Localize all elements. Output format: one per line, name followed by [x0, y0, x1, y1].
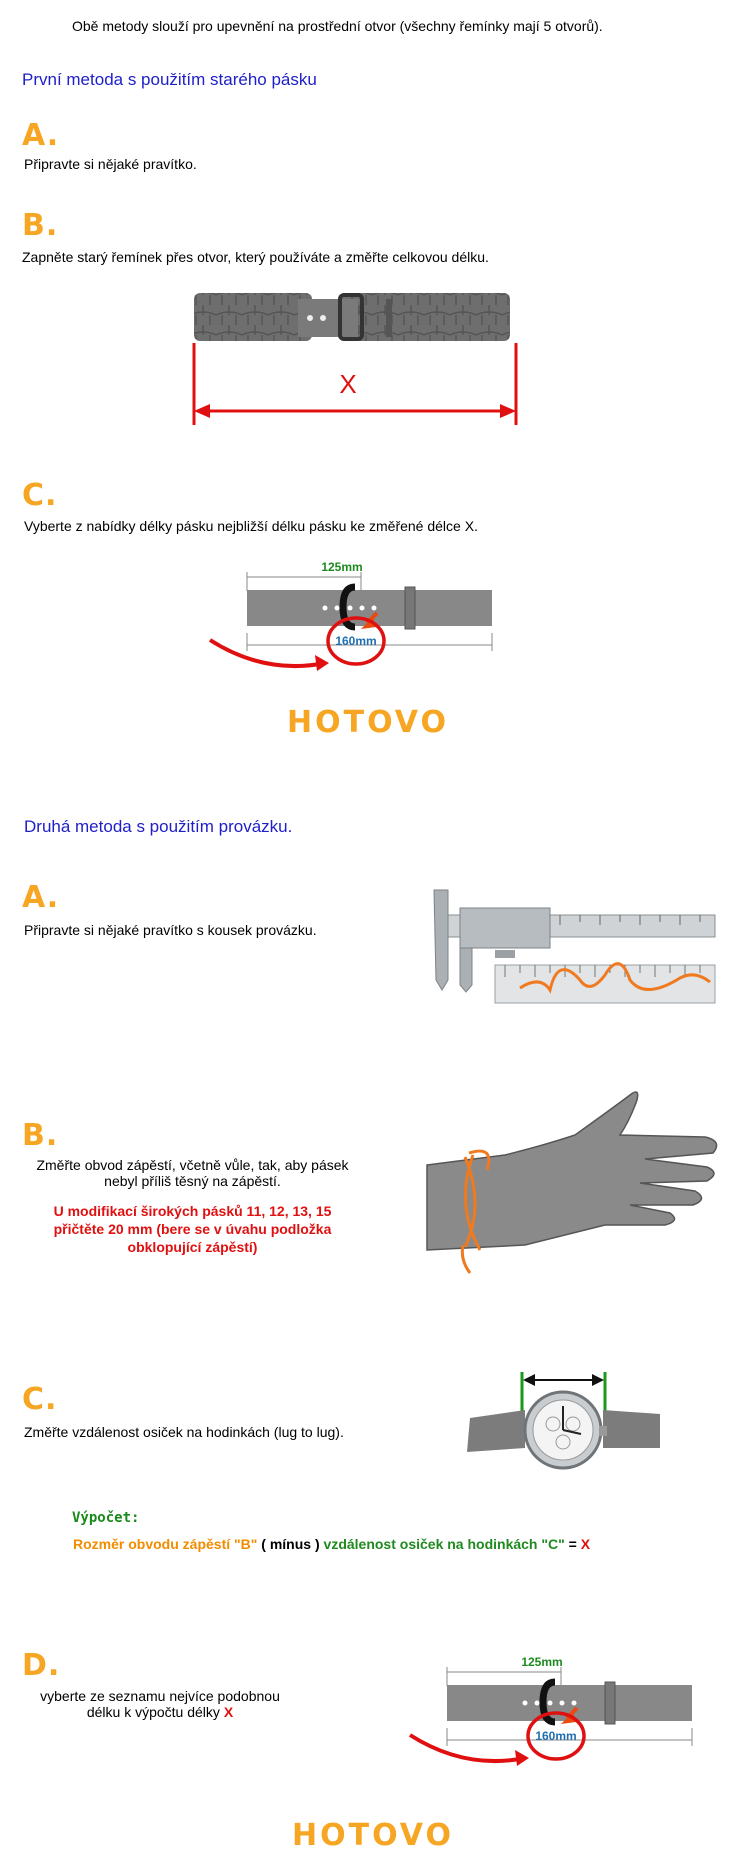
method1-done-label: HOTOVO — [287, 705, 449, 740]
calc-wrist-part: Rozměr obvodu zápěstí "B" — [73, 1536, 258, 1552]
intro-text: Obě metody slouží pro upevnění na prostřední otvor (všechny řemínky mají 5 otvorů). — [72, 18, 603, 34]
method1-step-a-letter: A. — [22, 118, 60, 153]
strap-left-piece — [194, 293, 312, 341]
calculation-formula — [73, 1536, 590, 1552]
calc-result-x: X — [580, 1536, 591, 1552]
calc-lug-part: vzdálenost osiček na hodinkách "C" — [323, 1536, 565, 1552]
method1-step-c-text: Vyberte z nabídky délky pásku nejbližší délku pásku ke změřené délce X. — [24, 518, 478, 534]
arrow-icon — [315, 655, 329, 671]
strap-length-diagram-1 — [205, 555, 495, 685]
strap-160-label-2: 160mm — [535, 1729, 577, 1743]
method2-done-label: HOTOVO — [292, 1818, 454, 1853]
method1-step-a-text: Připravte si nějaké pravítko. — [24, 156, 197, 172]
method2-step-b-letter: B. — [22, 1118, 59, 1153]
method2-step-a-letter: A. — [22, 880, 60, 915]
measure-x-label: X — [339, 369, 357, 399]
method2-step-d-text — [20, 1688, 300, 1720]
step-d-x: X — [223, 1704, 234, 1720]
strap-125-label: 125mm — [321, 560, 363, 574]
caliper-ruler-illustration — [420, 880, 720, 1010]
calculation-title: Výpočet: — [72, 1510, 140, 1526]
method2-step-b-text — [20, 1157, 365, 1189]
step-d-text-line2-main: délku k výpočtu délky — [86, 1704, 220, 1720]
step-d-text-line2 — [20, 1704, 300, 1720]
method2-step-a-text: Připravte si nějaké pravítko s kousek provázku. — [24, 922, 317, 938]
wrist-hand-illustration — [425, 1075, 725, 1275]
strap-length-diagram-2 — [405, 1650, 700, 1785]
caliper-slider — [460, 908, 550, 948]
step-d-text-line1: vyberte ze seznamu nejvíce podobnou — [40, 1688, 280, 1704]
watch-strap-left — [467, 1410, 525, 1452]
strap-160-label: 160mm — [335, 634, 377, 648]
method2-step-c-text: Změřte vzdálenost osiček na hodinkách (lug to lug). — [24, 1424, 344, 1440]
warning-line1: U modifikací širokých pásků 11, 12, 13, 15 — [53, 1203, 332, 1219]
method2-step-c-letter: C. — [22, 1382, 58, 1417]
method2-step-b-warning — [20, 1202, 365, 1256]
caliper-jaw-left — [434, 890, 448, 990]
arrow-icon — [515, 1750, 529, 1766]
calc-minus-part: ( mínus ) — [261, 1536, 320, 1552]
method1-step-c-letter: C. — [22, 478, 58, 513]
watch-strap-right — [603, 1410, 660, 1448]
old-strap-measure-diagram — [190, 285, 530, 430]
method2-step-d-letter: D. — [22, 1648, 61, 1683]
step-b-text-line1: Změřte obvod zápěstí, včetně vůle, tak, aby pásek — [36, 1157, 349, 1173]
method1-step-b-letter: B. — [22, 208, 59, 243]
step-b-text-line2: nebyl příliš těsný na zápěstí. — [104, 1173, 281, 1189]
strap-125-label-2: 125mm — [521, 1655, 563, 1669]
strap-right-piece — [340, 293, 510, 341]
method1-title: První metoda s použitím starého pásku — [22, 70, 317, 89]
warning-line3: obklopující zápěstí) — [127, 1239, 258, 1255]
calc-equals: = — [568, 1536, 577, 1552]
method2-title: Druhá metoda s použitím provázku. — [24, 817, 293, 836]
warning-line2: přičtěte 20 mm (bere se v úvahu podložka — [53, 1221, 332, 1237]
watch-lug-illustration — [465, 1368, 665, 1478]
method1-step-b-text: Zapněte starý řemínek přes otvor, který používáte a změřte celkovou délku. — [22, 249, 489, 265]
